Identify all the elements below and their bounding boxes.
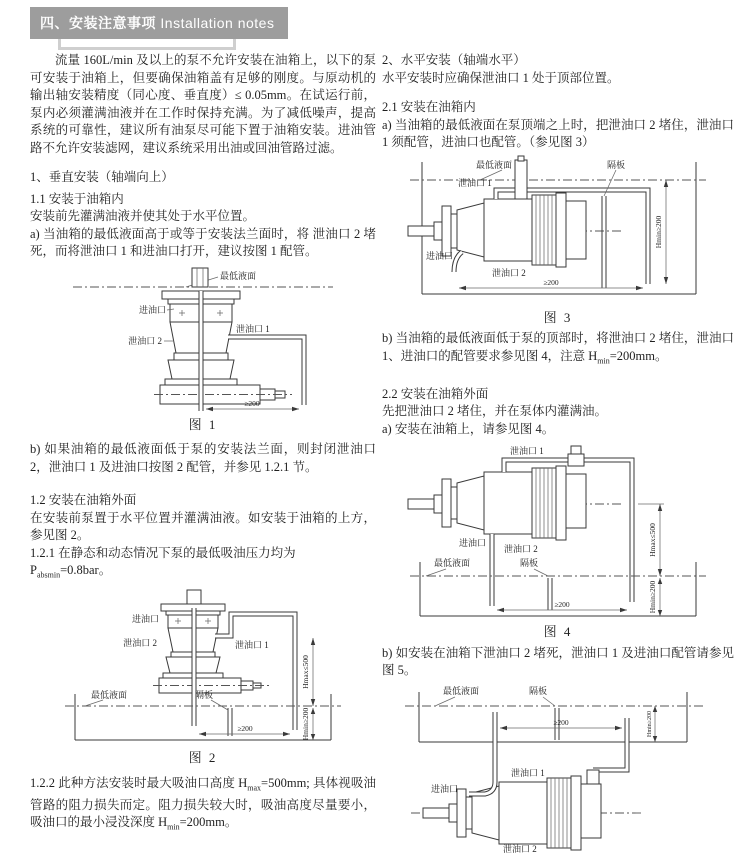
section-title-zh: 四、安装注意事项 [40,15,156,31]
para-1-2-2 [30,775,376,837]
figure-4 [382,442,734,641]
fig4-hmin-dim: Hmin≥200 [648,580,657,614]
fig4-level-label: 最低液面 [434,558,471,568]
fig2-hmin-dim: Hmin≥200 [301,707,310,741]
fig4-dim200: ≥200 [554,600,570,609]
section-title-block [30,7,288,39]
figure-4-caption: 图 4 [543,624,573,639]
figure-2-caption: 图 2 [188,750,218,765]
intro-paragraph: 流量 160L/min 及以上的泵不允许安装在油箱上，以下的泵可安装于油箱上，但要确保油箱盖有足够的刚度。与原动机的输出轴安装精度（同心度、垂直度）≤ 0.05mm。在试运行前，泵内必须灌满油液并在工作时保持充满。为了减低噪声，提高系统的可靠性，建议所有油泵尽可能下置于油箱安装。进油管路不允许安装滤网，建议系统采用出油或回油管路过滤。 [30,53,376,155]
heading-2-1: 2.1 安装在油箱内 [382,100,476,114]
right-column [382,52,734,856]
text-part: =200mm。 [179,815,238,829]
fig4-drain1-label: 泄油口 1 [510,446,544,456]
heading-2-2: 2.2 安装在油箱外面 [382,386,489,401]
figure-1 [30,265,376,434]
figure-1-drawing [68,265,338,415]
fig4-hmax-dim: Hmax≤500 [648,523,657,557]
left-column [30,52,376,836]
formula-base: P [30,563,37,577]
text-part: b) 当油箱的最低液面低于泵的顶部时，将泄油口 2 堵住，泄油口 1、进油口的配管要求参见图 4，注意 H [382,331,734,363]
fig3-drain2-label: 泄油口 2 [492,267,526,278]
fig3-baffle-label: 隔板 [606,159,626,170]
heading-1-1: 1.1 安装于油箱内 [30,191,124,206]
para-1-2-1: 1.2.1 在静态和动态情况下泵的最低吸油压力均为 [30,545,296,560]
fig1-drain2-label: 泄油口 2 [128,335,162,346]
fig5-dim200: ≥200 [553,717,569,727]
para-1-1-b: b) 如果油箱的最低液面低于泵的安装法兰面，则封闭泄油口 2，泄油口 1 及进油口按图 2 配管，并参见 1.2.1 节。 [30,442,376,474]
section-title-en: Installation notes [160,15,275,31]
fig1-drain1-label: 泄油口 1 [236,323,270,334]
para-2-2-a: a) 安装在油箱上，请参见图 4。 [382,421,555,436]
heading-2: 2、水平安装（轴端水平） [382,53,526,67]
fig3-level-label: 最低液面 [475,159,513,170]
fig4-baffle-label: 隔板 [520,558,539,568]
fig4-inlet-label: 进油口 [458,538,486,548]
text-part: 1.2.2 此种方法安装时最大吸油口高度 H [30,775,248,790]
fig2-hmax-dim: Hmax≤500 [301,655,310,689]
formula-pabsmin [30,562,376,584]
figure-5-drawing [403,684,713,854]
fig2-drain2-label: 泄油口 2 [123,638,157,648]
figure-2-drawing [63,588,343,748]
fig4-drain2-label: 泄油口 2 [504,544,538,554]
para-1-1-a: a) 当油箱的最低液面高于或等于安装法兰面时，将 泄油口 2 堵死，而将泄油口 1 和进油口打开，建议按图 1 配管。 [30,226,376,258]
fig2-baffle-label: 隔板 [195,690,214,700]
text-sub: min [167,822,180,832]
fig2-dim200: ≥200 [237,724,253,733]
figure-3 [382,156,734,327]
text-sub: min [597,356,610,365]
text-part: =200mm。 [609,348,668,363]
formula-sub: absmin [36,570,61,580]
figure-3-caption: 图 3 [543,309,573,325]
heading-1-2: 1.2 安装在油箱外面 [30,493,137,507]
para-2-1-a: a) 当油箱的最低液面在泵顶端之上时，把泄油口 2 堵住，泄油口 1 须配管，进油口也配管。（参见图 3） [382,117,734,149]
figure-1-caption: 图 1 [188,416,218,432]
para-2-2: 先把泄油口 2 堵住，并在泵体内灌满油。 [382,404,608,418]
fig1-inlet-label: 进油口 [138,304,166,315]
para-1-1: 安装前先灌满油液并使其处于水平位置。 [30,209,256,223]
fig2-inlet-label: 进油口 [131,614,159,624]
text-part: =500mm; 具体视吸油管路的阻力损失而定。阻力损失较大时，吸油高度尽量要小，吸油口的最小浸没深度 H [30,775,377,829]
fig5-inlet-label: 进油口 [431,783,459,794]
fig5-drain2-label: 泄油口 2 [503,843,537,854]
fig3-inlet-label: 进油口 [426,250,454,261]
fig5-baffle-label: 隔板 [529,685,548,696]
figure-4-drawing [408,442,708,622]
fig2-level-label: 最低液面 [91,690,128,700]
text-sub: max [247,783,262,792]
para-2-2-b: b) 如安装在油箱下泄油口 2 堵死，泄油口 1 及进油口配管请参见图 5。 [382,645,734,677]
fig1-level-label: 最低液面 [220,270,257,281]
para-2: 水平安装时应确保泄油口 1 处于顶部位置。 [382,70,620,85]
figure-2 [30,588,376,767]
fig3-drain1-label: 泄油口 1 [458,177,492,188]
fig2-drain1-label: 泄油口 1 [235,640,269,650]
heading-1: 1、垂直安装（轴端向上） [30,170,174,184]
formula-rest: =0.8bar。 [60,563,112,577]
fig5-drain1-label: 泄油口 1 [511,767,545,778]
fig3-dim200: ≥200 [543,277,559,287]
fig5-hmin-dim: Hmin≥200 [647,710,653,737]
para-2-1-b [382,330,734,370]
figure-3-drawing [408,156,708,308]
fig5-level-label: 最低液面 [443,685,480,696]
section-title [30,7,288,39]
para-1-2: 在安装前泵置于水平位置并灌满油液。如安装于油箱的上方，参见图 2。 [30,510,376,542]
figure-5 [382,684,734,854]
fig3-hmin-dim: Hmin≥200 [654,215,663,248]
fig1-dim200: ≥200 [244,398,260,408]
